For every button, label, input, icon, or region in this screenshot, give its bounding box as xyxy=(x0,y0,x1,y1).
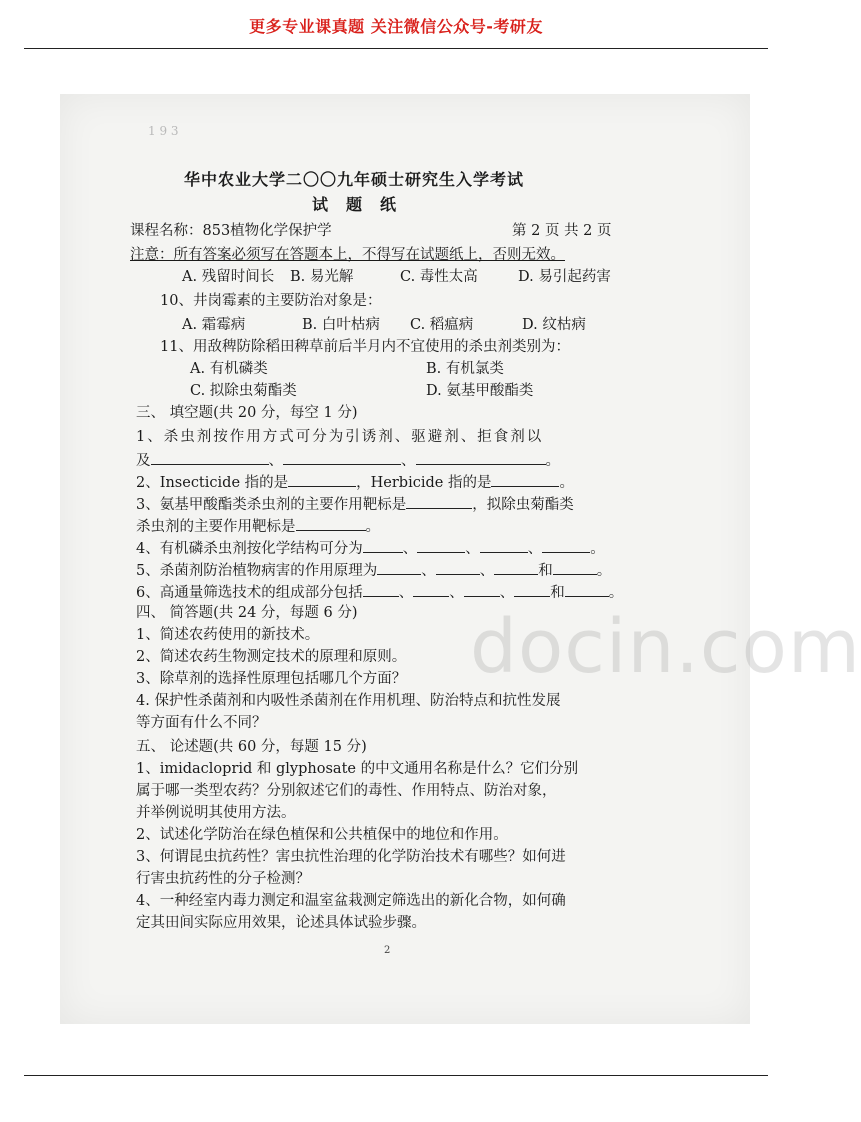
blank xyxy=(464,582,500,597)
blank xyxy=(283,450,401,465)
short-q1: 1、简述农药使用的新技术。 xyxy=(136,627,320,643)
blank xyxy=(494,560,538,575)
fill-q2-b: ，Herbicide 指的是 xyxy=(356,475,492,491)
fill-q3-c: 杀虫剂的主要作用靶标是 xyxy=(136,519,296,535)
blank xyxy=(288,472,356,487)
fill-q5: 5、杀菌剂防治植物病害的作用原理为 、 、 和 。 xyxy=(136,560,611,580)
essay-q1-line1: 1、imidacloprid 和 glyphosate 的中文通用名称是什么？它们分别 xyxy=(136,761,579,777)
blank xyxy=(417,538,465,553)
fill-q6: 6、高通量筛选技术的组成部分包括 、 、 、 和 。 xyxy=(136,582,623,602)
page-indicator: 第 2 页 共 2 页 xyxy=(512,223,612,239)
fill-q2: 2、Insecticide 指的是 ，Herbicide 指的是 。 xyxy=(136,472,574,492)
q11-stem: 11、用敌稗防除稻田稗草前后半月内不宜使用的杀虫剂类别为： xyxy=(160,339,570,355)
essay-q1-line2: 属于哪一类型农药？分别叙述它们的毒性、作用特点、防治对象， xyxy=(136,783,557,799)
blank xyxy=(436,560,480,575)
top-divider xyxy=(24,48,768,49)
fill-q2-a: 2、Insecticide 指的是 xyxy=(136,475,289,491)
q11-option-d: D. 氨基甲酸酯类 xyxy=(426,383,534,399)
short-q4-line1: 4. 保护性杀菌剂和内吸性杀菌剂在作用机理、防治特点和抗性发展 xyxy=(136,693,561,709)
course-name: 课程名称：853植物化学保护学 xyxy=(130,223,332,239)
page-number: 2 xyxy=(384,945,391,956)
notice: 注意：所有答案必须写在答题本上，不得写在试题纸上，否则无效。 xyxy=(130,247,565,263)
fill-q5-text: 5、杀菌剂防治植物病害的作用原理为 xyxy=(136,563,378,579)
q11-option-c: C. 拟除虫菊酯类 xyxy=(190,383,297,399)
q10-option-b: B. 白叶枯病 xyxy=(302,317,380,333)
essay-q4-line1: 4、一种经室内毒力测定和温室盆栽测定筛选出的新化合物，如何确 xyxy=(136,893,566,909)
blank xyxy=(363,582,399,597)
exam-subtitle: 试题纸 xyxy=(312,195,415,214)
fill-q1-prefix: 及 xyxy=(136,453,151,469)
essay-q4-line2: 定其田间实际应用效果，论述具体试验步骤。 xyxy=(136,915,426,931)
essay-heading: 五、 论述题(共 60 分，每题 15 分) xyxy=(136,739,367,755)
q10-option-d: D. 纹枯病 xyxy=(522,317,586,333)
fill-q6-text: 6、高通量筛选技术的组成部分包括 xyxy=(136,585,363,601)
top-banner: 更多专业课真题 关注微信公众号-考研友 xyxy=(249,17,543,36)
and-word: 和 xyxy=(538,563,553,579)
q10-stem: 10、井岗霉素的主要防治对象是： xyxy=(160,293,382,309)
blank xyxy=(480,538,528,553)
blank xyxy=(514,582,550,597)
blank xyxy=(416,450,546,465)
essay-q2: 2、试述化学防治在绿色植保和公共植保中的地位和作用。 xyxy=(136,827,508,843)
short-heading: 四、 简答题(共 24 分，每题 6 分) xyxy=(136,605,358,621)
essay-q3-line2: 行害虫抗药性的分子检测？ xyxy=(136,871,310,887)
q9-option-d: D. 易引起药害 xyxy=(518,269,611,285)
essay-q3-line1: 3、何谓昆虫抗药性？害虫抗性治理的化学防治技术有哪些？如何进 xyxy=(136,849,566,865)
short-q3: 3、除草剂的选择性原理包括哪几个方面？ xyxy=(136,671,407,687)
fill-q3-b: ，拟除虫菊酯类 xyxy=(472,497,574,513)
q10-option-c: C. 稻瘟病 xyxy=(410,317,474,333)
blank xyxy=(413,582,449,597)
fill-q3-a: 3、氨基甲酸酯类杀虫剂的主要作用靶标是 xyxy=(136,497,407,513)
bottom-divider xyxy=(24,1075,768,1076)
blank xyxy=(491,472,559,487)
fill-q4-text: 4、有机磷杀虫剂按化学结构可分为 xyxy=(136,541,363,557)
short-q4-line2: 等方面有什么不同？ xyxy=(136,715,267,731)
and-word: 和 xyxy=(550,585,565,601)
blank xyxy=(565,582,609,597)
fill-q3-line1 xyxy=(136,494,574,514)
blank xyxy=(553,560,597,575)
blank xyxy=(296,516,366,531)
q10-option-a: A. 霜霉病 xyxy=(182,317,246,333)
blank xyxy=(406,494,472,509)
watermark: docin.com xyxy=(470,604,861,690)
blank xyxy=(363,538,403,553)
fill-q1-line1: 1、杀虫剂按作用方式可分为引诱剂、驱避剂、拒食剂以 xyxy=(136,429,544,445)
fill-heading: 三、 填空题(共 20 分，每空 1 分) xyxy=(136,405,358,421)
blank xyxy=(542,538,590,553)
fill-q3-line2: 杀虫剂的主要作用靶标是 。 xyxy=(136,516,380,536)
q11-option-a: A. 有机磷类 xyxy=(190,361,268,377)
fill-q1-line2: 及 、 、 。 xyxy=(136,450,560,470)
fill-q4: 4、有机磷杀虫剂按化学结构可分为 、 、 、 。 xyxy=(136,538,605,558)
exam-title: 华中农业大学二〇〇九年硕士研究生入学考试 xyxy=(184,170,525,189)
short-q2: 2、简述农药生物测定技术的原理和原则。 xyxy=(136,649,407,665)
q9-option-c: C. 毒性太高 xyxy=(400,269,478,285)
q11-option-b: B. 有机氯类 xyxy=(426,361,504,377)
blank xyxy=(377,560,421,575)
essay-q1-line3: 并举例说明其使用方法。 xyxy=(136,805,296,821)
q9-option-a: A. 残留时间长 xyxy=(182,269,275,285)
q9-option-b: B. 易光解 xyxy=(290,269,354,285)
blank xyxy=(151,450,269,465)
scan-mark: 1 9 3 xyxy=(148,124,179,138)
